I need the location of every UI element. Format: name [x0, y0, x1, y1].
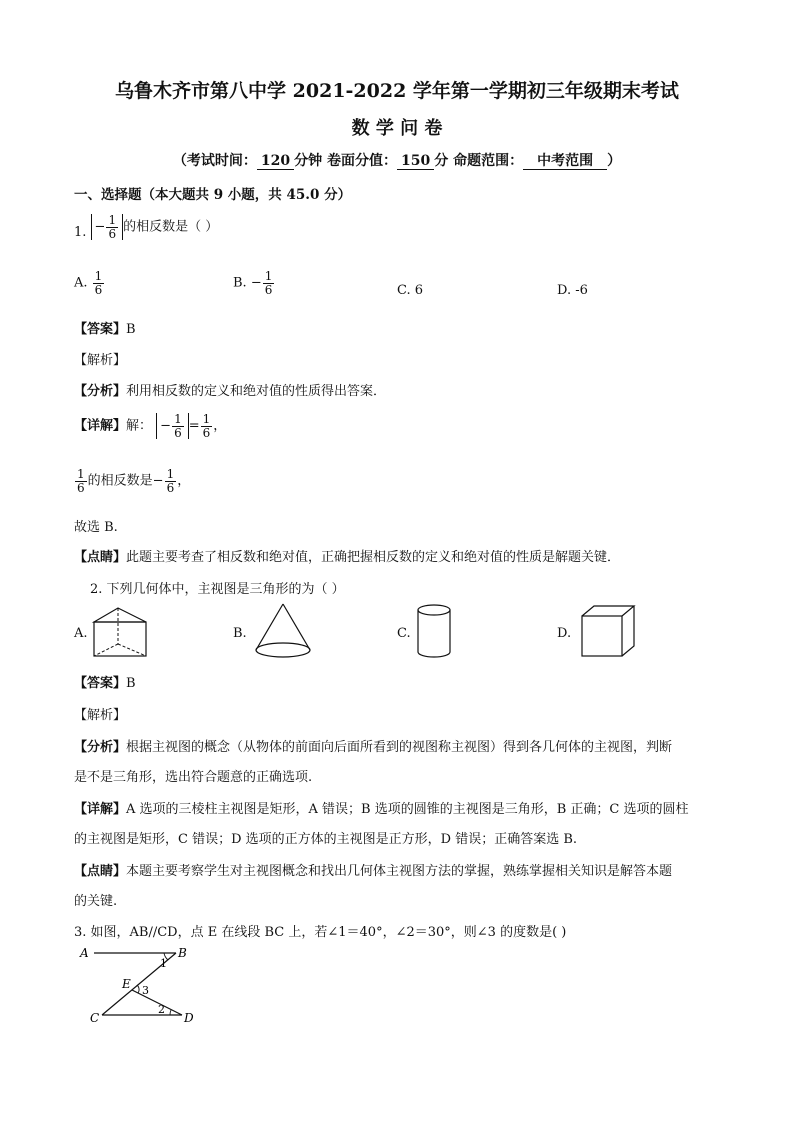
- q2-answer: 【答案】B: [74, 676, 136, 691]
- time-value: 120: [257, 154, 294, 170]
- q2-option-d-label: D.: [557, 626, 572, 641]
- triangular-prism-figure: [88, 604, 152, 660]
- q1-option-b-fraction: $\frac{1}{6}$: [264, 269, 273, 297]
- q1-line2-result-fraction: $\frac{1}{6}$: [166, 467, 175, 495]
- q2-dianjing-1: 【点睛】本题主要考察学生对主视图概念和找出几何体主视图方法的掌握，熟练掌握相关知识是解答本题: [74, 864, 673, 879]
- section1-heading: 一、选择题（本大题共 9 小题，共 45.0 分）: [74, 187, 352, 203]
- q3-stem: 3. 如图，AB//CD，点 E 在线段 BC 上，若∠1＝40°，∠2＝30°，则∠3 的度数是( ): [74, 925, 567, 940]
- q2-dianjing-2: 的关键.: [74, 894, 118, 909]
- q1-minus: −: [94, 219, 106, 235]
- q2-fenxi-2: 是不是三角形，选出符合题意的正确选项.: [74, 770, 313, 785]
- q1-fraction: $\frac{1}{6}$: [108, 213, 117, 241]
- parallel-lines-figure: [78, 942, 208, 1026]
- q2-option-b-label: B.: [233, 626, 247, 641]
- q1-opposite-line: $\frac{1}{6}$ 的相反数是− $\frac{1}{6}$ ，: [77, 467, 191, 495]
- q2-stem: 2. 下列几何体中，主视图是三角形的为（ ）: [90, 582, 345, 597]
- time-unit: 分钟 卷面分值：: [294, 153, 397, 169]
- cube-figure: [578, 602, 638, 662]
- exam-title: 乌鲁木齐市第八中学 2021-2022 学年第一学期初三年级期末考试: [115, 80, 679, 102]
- q2-xiangjie-1: 【详解】A 选项的三棱柱主视图是矩形，A 错误；B 选项的圆锥的主视图是三角形，B 正确；C 选项的圆柱: [74, 802, 689, 817]
- point-c-label: C: [90, 1011, 100, 1025]
- angle-3-label: 3: [142, 984, 149, 997]
- q1-option-a-fraction: $\frac{1}{6}$: [94, 269, 103, 297]
- q1-stem: [74, 214, 218, 240]
- q2-jiexi: 【解析】: [74, 708, 127, 723]
- q1-choose: 故选 B.: [74, 520, 118, 535]
- info-end: ）: [607, 153, 622, 169]
- q1-option-b: B. − $\frac{1}{6}$: [233, 269, 273, 297]
- cone-figure: [250, 600, 316, 662]
- scope-value: 中考范围: [523, 154, 607, 170]
- score-value: 150: [397, 154, 434, 170]
- q1-option-a: A. $\frac{1}{6}$: [74, 269, 103, 297]
- q1-xiangjie-abs: − $\frac{1}{6}$: [156, 413, 189, 439]
- point-b-label: B: [178, 946, 187, 960]
- angle-2-label: 2: [158, 1003, 165, 1016]
- q1-option-c: C. 6: [397, 283, 424, 298]
- q1-answer: 【答案】B: [74, 322, 136, 337]
- q1-number: 1.: [74, 225, 87, 241]
- q1-xiangjie-fraction: $\frac{1}{6}$: [174, 412, 182, 440]
- q2-fenxi-1: 【分析】根据主视图的概念（从物体的前面向后面所看到的视图称主视图）得到各几何体的主视图，判断: [74, 740, 673, 755]
- point-a-label: A: [80, 946, 89, 960]
- q2-option-a-label: A.: [74, 626, 88, 641]
- q1-xiangjie: 【详解】解： − $\frac{1}{6}$ = $\frac{1}{6}$ ，: [74, 412, 227, 440]
- q2-option-c-label: C.: [397, 626, 411, 641]
- subject-title: 数 学 问 卷: [351, 118, 443, 139]
- cylinder-figure: [414, 602, 454, 662]
- info-pre: （考试时间：: [172, 153, 257, 169]
- q1-fenxi: 【分析】利用相反数的定义和绝对值的性质得出答案．: [74, 384, 387, 399]
- exam-info: [0, 150, 794, 170]
- q1-xiangjie-result-fraction: $\frac{1}{6}$: [202, 412, 211, 440]
- point-e-label: E: [122, 977, 131, 991]
- q1-stem-text: 的相反数是（ ）: [123, 219, 219, 235]
- q1-option-d: D. -6: [557, 283, 588, 298]
- q2-xiangjie-2: 的主视图是矩形，C 错误；D 选项的正方体的主视图是正方形，D 错误；正确答案选 B.: [74, 832, 578, 847]
- q1-abs-expression: [91, 214, 124, 240]
- point-d-label: D: [184, 1011, 194, 1025]
- angle-1-label: 1: [160, 957, 167, 970]
- q1-jiexi: 【解析】: [74, 353, 127, 368]
- q1-line2-fraction: $\frac{1}{6}$: [77, 467, 85, 495]
- score-unit: 分 命题范围：: [434, 153, 524, 169]
- q1-dianjing: 【点睛】此题主要考查了相反数和绝对值，正确把握相反数的定义和绝对值的性质是解题关键．: [74, 550, 621, 565]
